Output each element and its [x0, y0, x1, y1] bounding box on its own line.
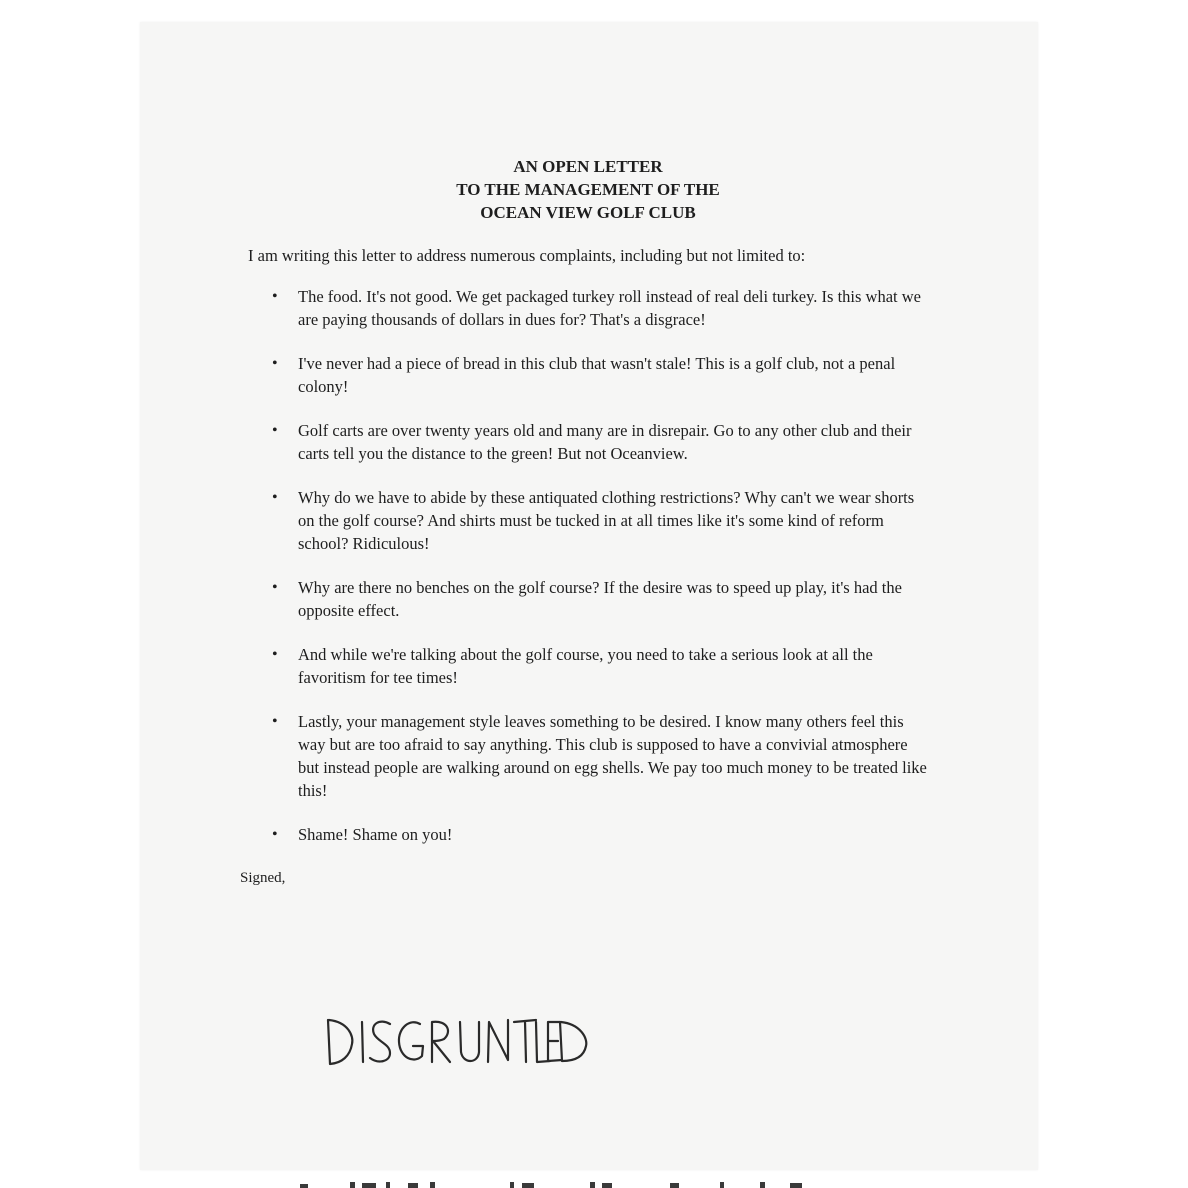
intro-paragraph: I am writing this letter to address numerous complaints, including but not limited to: — [248, 246, 806, 265]
list-item — [248, 823, 928, 846]
list-item — [248, 419, 928, 465]
list-item-text: Shame! Shame on you! — [298, 825, 453, 844]
bullet-icon: • — [272, 288, 278, 305]
title-line-2: TO THE MANAGEMENT OF THE — [456, 180, 720, 199]
list-item-text: The food. It's not good. We get packaged turkey roll instead of real deli turkey. Is this what we are paying thousands of dollars in dues for? That's a disgrace! — [298, 287, 921, 329]
list-item — [248, 486, 928, 555]
title-line-3: OCEAN VIEW GOLF CLUB — [480, 203, 696, 222]
list-item — [248, 352, 928, 398]
bullet-icon: • — [272, 355, 278, 372]
signoff-label: Signed, — [240, 870, 286, 886]
list-item-text: Why do we have to abide by these antiquated clothing restrictions? Why can't we wear shorts on the golf course? And shirts must be tucked in at all times like it's some kind of reform school? Ridiculous! — [298, 488, 915, 553]
list-item — [248, 643, 928, 689]
list-item-text: I've never had a piece of bread in this club that wasn't stale! This is a golf club, not a penal colony! — [298, 354, 896, 396]
handwritten-signature — [322, 1006, 592, 1076]
cutoff-text-fragment — [290, 1176, 850, 1188]
list-item — [248, 285, 928, 331]
letter-title — [248, 155, 928, 224]
letter-body — [240, 155, 928, 890]
bullet-icon: • — [272, 646, 278, 663]
complaint-list — [248, 285, 928, 846]
bullet-icon: • — [272, 713, 278, 730]
bullet-icon: • — [272, 489, 278, 506]
list-item-text: Why are there no benches on the golf course? If the desire was to speed up play, it's had the opposite effect. — [298, 578, 902, 620]
bullet-icon: • — [272, 826, 278, 843]
list-item-text: And while we're talking about the golf course, you need to take a serious look at all the favoritism for tee times! — [298, 645, 873, 687]
list-item — [248, 710, 928, 802]
list-item-text: Lastly, your management style leaves something to be desired. I know many others feel this way but are too afraid to say anything. This club is supposed to have a convivial atmosphere but instead people are walking around on egg shells. We pay too much money to be treated like this! — [298, 712, 927, 800]
bullet-icon: • — [272, 422, 278, 439]
list-item-text: Golf carts are over twenty years old and many are in disrepair. Go to any other club and their carts tell you the distance to the green! But not Oceanview. — [298, 421, 912, 463]
bullet-icon: • — [272, 579, 278, 596]
title-line-1: AN OPEN LETTER — [513, 157, 663, 176]
list-item — [248, 576, 928, 622]
